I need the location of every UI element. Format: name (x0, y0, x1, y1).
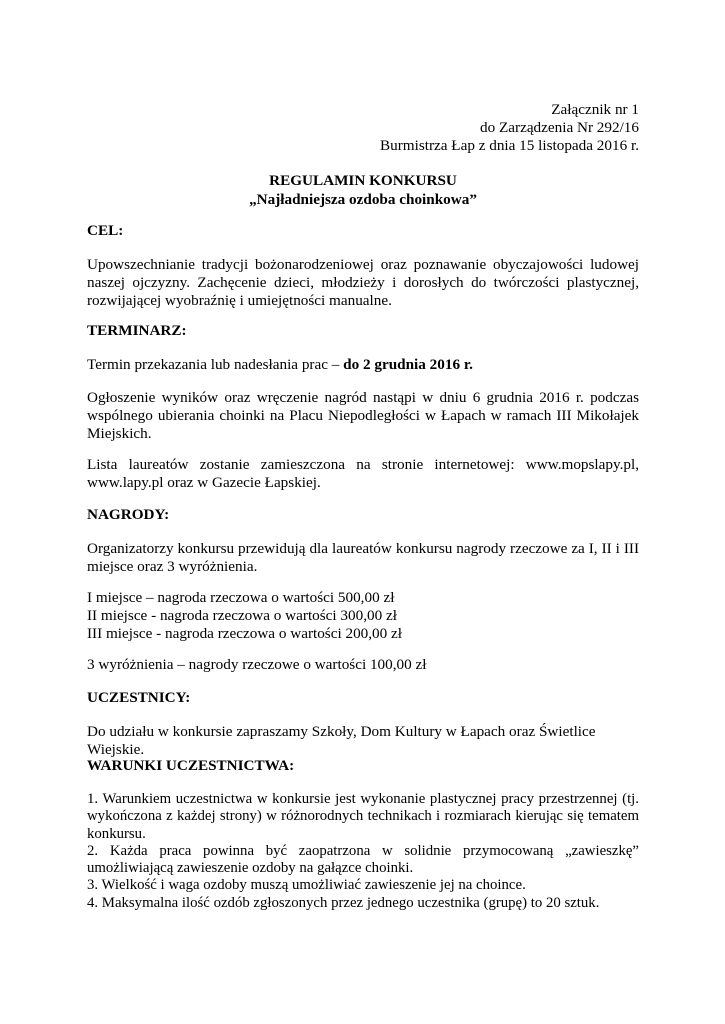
ordinance-date: Burmistrza Łap z dnia 15 listopada 2016 r. (380, 137, 639, 154)
document-page (87, 0, 639, 1024)
section-heading-cel: CEL: (87, 222, 124, 239)
paragraph-line: wspólnego ubierania choinki na Placu Niepodległości w Łapach w ramach III Mikołajek (87, 407, 639, 424)
prizes-intro-paragraph (87, 540, 639, 576)
attachment-header (239, 101, 639, 155)
paragraph-line: Upowszechnianie tradycji bożonarodzeniowej oraz poznawanie obyczajowości ludowej (87, 256, 639, 273)
condition-line: wykończona z każdej strony) w różnorodnych technikach i rozmiarach kierując się tematem (87, 808, 639, 825)
title-line-1: REGULAMIN KONKURSU (269, 172, 457, 189)
section-heading-uczestnicy: UCZESTNICY: (87, 689, 191, 706)
ordinance-number: do Zarządzenia Nr 292/16 (480, 119, 639, 136)
condition-line: konkursu. (87, 825, 146, 842)
paragraph-line: Lista laureatów zostanie zamieszczona na stronie internetowej: www.mopslapy.pl, (87, 456, 639, 473)
section-heading-nagrody: NAGRODY: (87, 506, 170, 523)
deadline-text: Termin przekazania lub nadesłania prac – (87, 356, 344, 373)
attachment-number: Załącznik nr 1 (551, 101, 639, 118)
paragraph-line: naszej ojczyzny. Zachęcenie dzieci, młodzieży i dorosłych do twórczości plastycznej, (87, 274, 639, 291)
paragraph-line: Ogłoszenie wyników oraz wręczenie nagród nastąpi w dniu 6 grudnia 2016 r. podczas (87, 389, 639, 406)
section-heading-warunki: WARUNKI UCZESTNICTWA: (87, 757, 295, 774)
section-heading-terminarz: TERMINARZ: (87, 322, 187, 339)
paragraph-line: www.lapy.pl oraz w Gazecie Łapskiej. (87, 474, 321, 491)
distinctions-line: 3 wyróżnienia – nagrody rzeczowe o wartości 100,00 zł (87, 656, 427, 673)
condition-line: 3. Wielkość i waga ozdoby muszą umożliwiać zawieszenie jej na choince. (87, 877, 526, 894)
condition-line: 4. Maksymalna ilość ozdób zgłoszonych przez jednego uczestnika (grupę) to 20 sztuk. (87, 894, 600, 911)
condition-line: 2. Każda praca powinna być zaopatrzona w solidnie przymocowaną „zawieszkę” (87, 842, 639, 859)
paragraph-line: Organizatorzy konkursu przewidują dla laureatów konkursu nagrody rzeczowe za I, II i III (87, 540, 639, 557)
document-title (87, 171, 639, 209)
prize-item: II miejsce - nagroda rzeczowa o wartości 300,00 zł (87, 607, 397, 624)
conditions-list (87, 791, 639, 912)
laureates-paragraph (87, 456, 639, 492)
paragraph-line: miejsce oraz 3 wyróżnienia. (87, 558, 258, 575)
cel-paragraph (87, 256, 639, 310)
condition-line: 1. Warunkiem uczestnictwa w konkursie jest wykonanie plastycznej pracy przestrzennej (tj. (87, 791, 639, 807)
title-line-2: „Najładniejsza ozdoba choinkowa” (249, 191, 477, 208)
prize-item: III miejsce - nagroda rzeczowa o wartości 200,00 zł (87, 625, 402, 642)
results-paragraph (87, 389, 639, 443)
condition-line: umożliwiającą zawieszenie ozdoby na gałązce choinki. (87, 860, 414, 877)
participants-paragraph: Do udziału w konkursie zapraszamy Szkoły, Dom Kultury w Łapach oraz Świetlice Wiejskie. (87, 723, 596, 758)
deadline-paragraph (87, 356, 639, 374)
paragraph-line: Miejskich. (87, 425, 152, 442)
deadline-date: do 2 grudnia 2016 r. (343, 356, 473, 373)
paragraph-line: rozwijającej wyobraźnię i umiejętności manualne. (87, 292, 392, 309)
prize-item: I miejsce – nagroda rzeczowa o wartości 500,00 zł (87, 589, 395, 606)
prizes-list (87, 589, 639, 643)
